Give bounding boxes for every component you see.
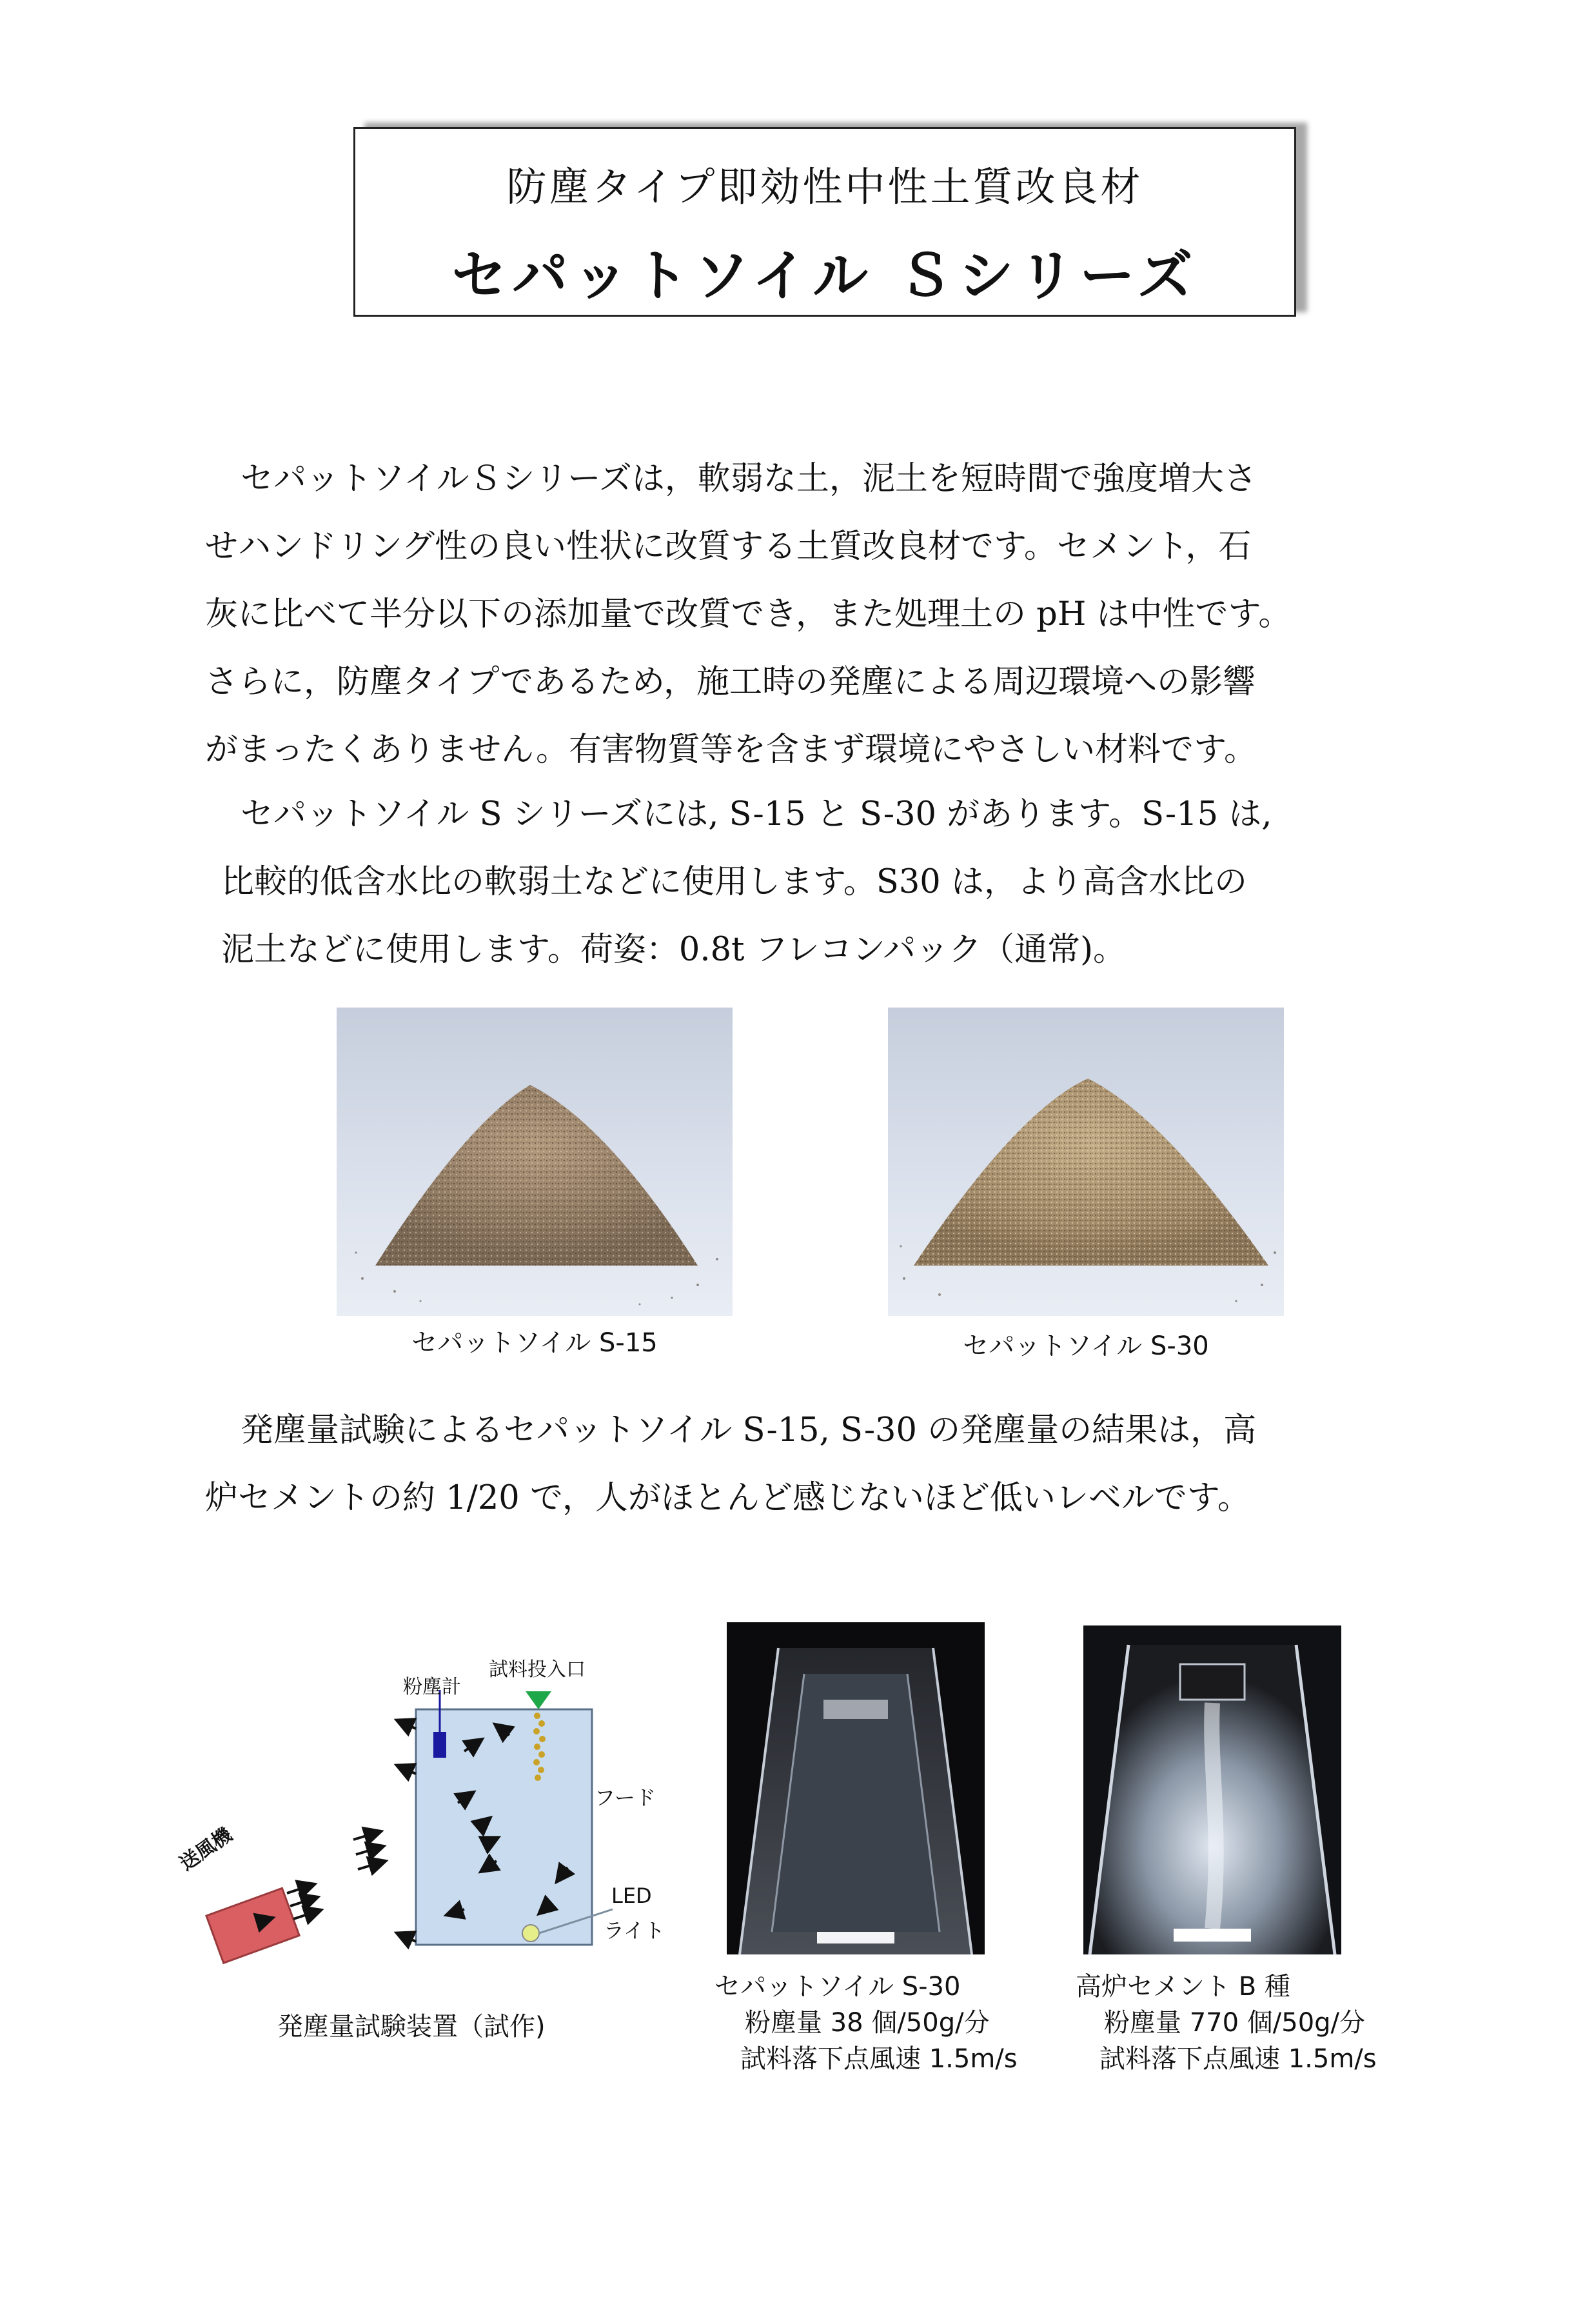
sensor-label: 粉塵計 [403,1676,461,1698]
blower-label: 送風機 [175,1823,237,1876]
text-line: せハンドリング性の良い性状に改質する土質改良材です。セメント，石 [205,528,1252,566]
blower-icon [206,1888,299,1963]
text-line: 炉セメントの約 1/20 で，人がほとんど感じないほど低いレベルです。 [205,1479,1250,1517]
title-subtitle: 防塵タイプ即効性中性土質改良材 [506,163,1143,210]
text-line: 灰に比べて半分以下の添加量で改質でき，また処理土の pH は中性です。 [205,595,1292,633]
dust-sensor-icon [433,1732,446,1758]
apparatus-caption: 発塵量試験装置（試作) [277,2012,546,2042]
test-cement-wind: 試料落下点風速 1.5m/s [1099,2044,1377,2074]
text-line: がまったくありません。有害物質等を含まず環境にやさしい材料です。 [205,731,1257,769]
inlet-label: 試料投入口 [489,1658,586,1681]
intro-paragraph [205,445,1411,784]
text-line: セパットソイル S シリーズには, S-15 と S-30 があります。S-15 は, [241,795,1272,833]
test-s30-dust: 粉塵量 38 個/50g/分 [745,2008,990,2038]
inlet-funnel-icon [526,1691,551,1709]
hood-label: フード [595,1785,656,1810]
photo-s30-sand [888,1008,1284,1316]
photo-s15-sand [337,1008,733,1316]
test-s30-wind: 試料落下点風速 1.5m/s [740,2044,1018,2074]
text-line: 比較的低含水比の軟弱土などに使用します。S30 は，より高含水比の [221,863,1247,901]
product-paragraph [205,780,1411,984]
dust-test-apparatus-diagram [161,1645,729,2006]
test-cement-name: 高炉セメント B 種 [1076,1972,1290,2002]
test-s30-name: セパットソイル S-30 [714,1972,961,2002]
test-cement-dust: 粉塵量 770 個/50g/分 [1104,2008,1366,2038]
photo-test-s30 [727,1622,985,1954]
text-line: 発塵量試験によるセパットソイル S-15, S-30 の発塵量の結果は，高 [241,1411,1257,1449]
results-paragraph [205,1397,1411,1532]
photo-test-cement [1083,1625,1341,1954]
led-label: LED [611,1884,652,1908]
led-light-icon [522,1925,539,1942]
light-label: ライト [604,1918,665,1943]
title-main: セパットソイル Ｓシリーズ [451,244,1198,308]
photo-s30-caption: セパットソイル S-30 [963,1331,1209,1361]
text-line: セパットソイルＳシリーズは，軟弱な土，泥土を短時間で強度増大さ [241,460,1257,498]
photo-s15-caption: セパットソイル S-15 [411,1328,658,1358]
text-line: 泥土などに使用します。荷姿：0.8t フレコンパック（通常)。 [221,931,1127,969]
text-line: さらに，防塵タイプであるため，施工時の発塵による周辺環境への影響 [205,663,1256,701]
